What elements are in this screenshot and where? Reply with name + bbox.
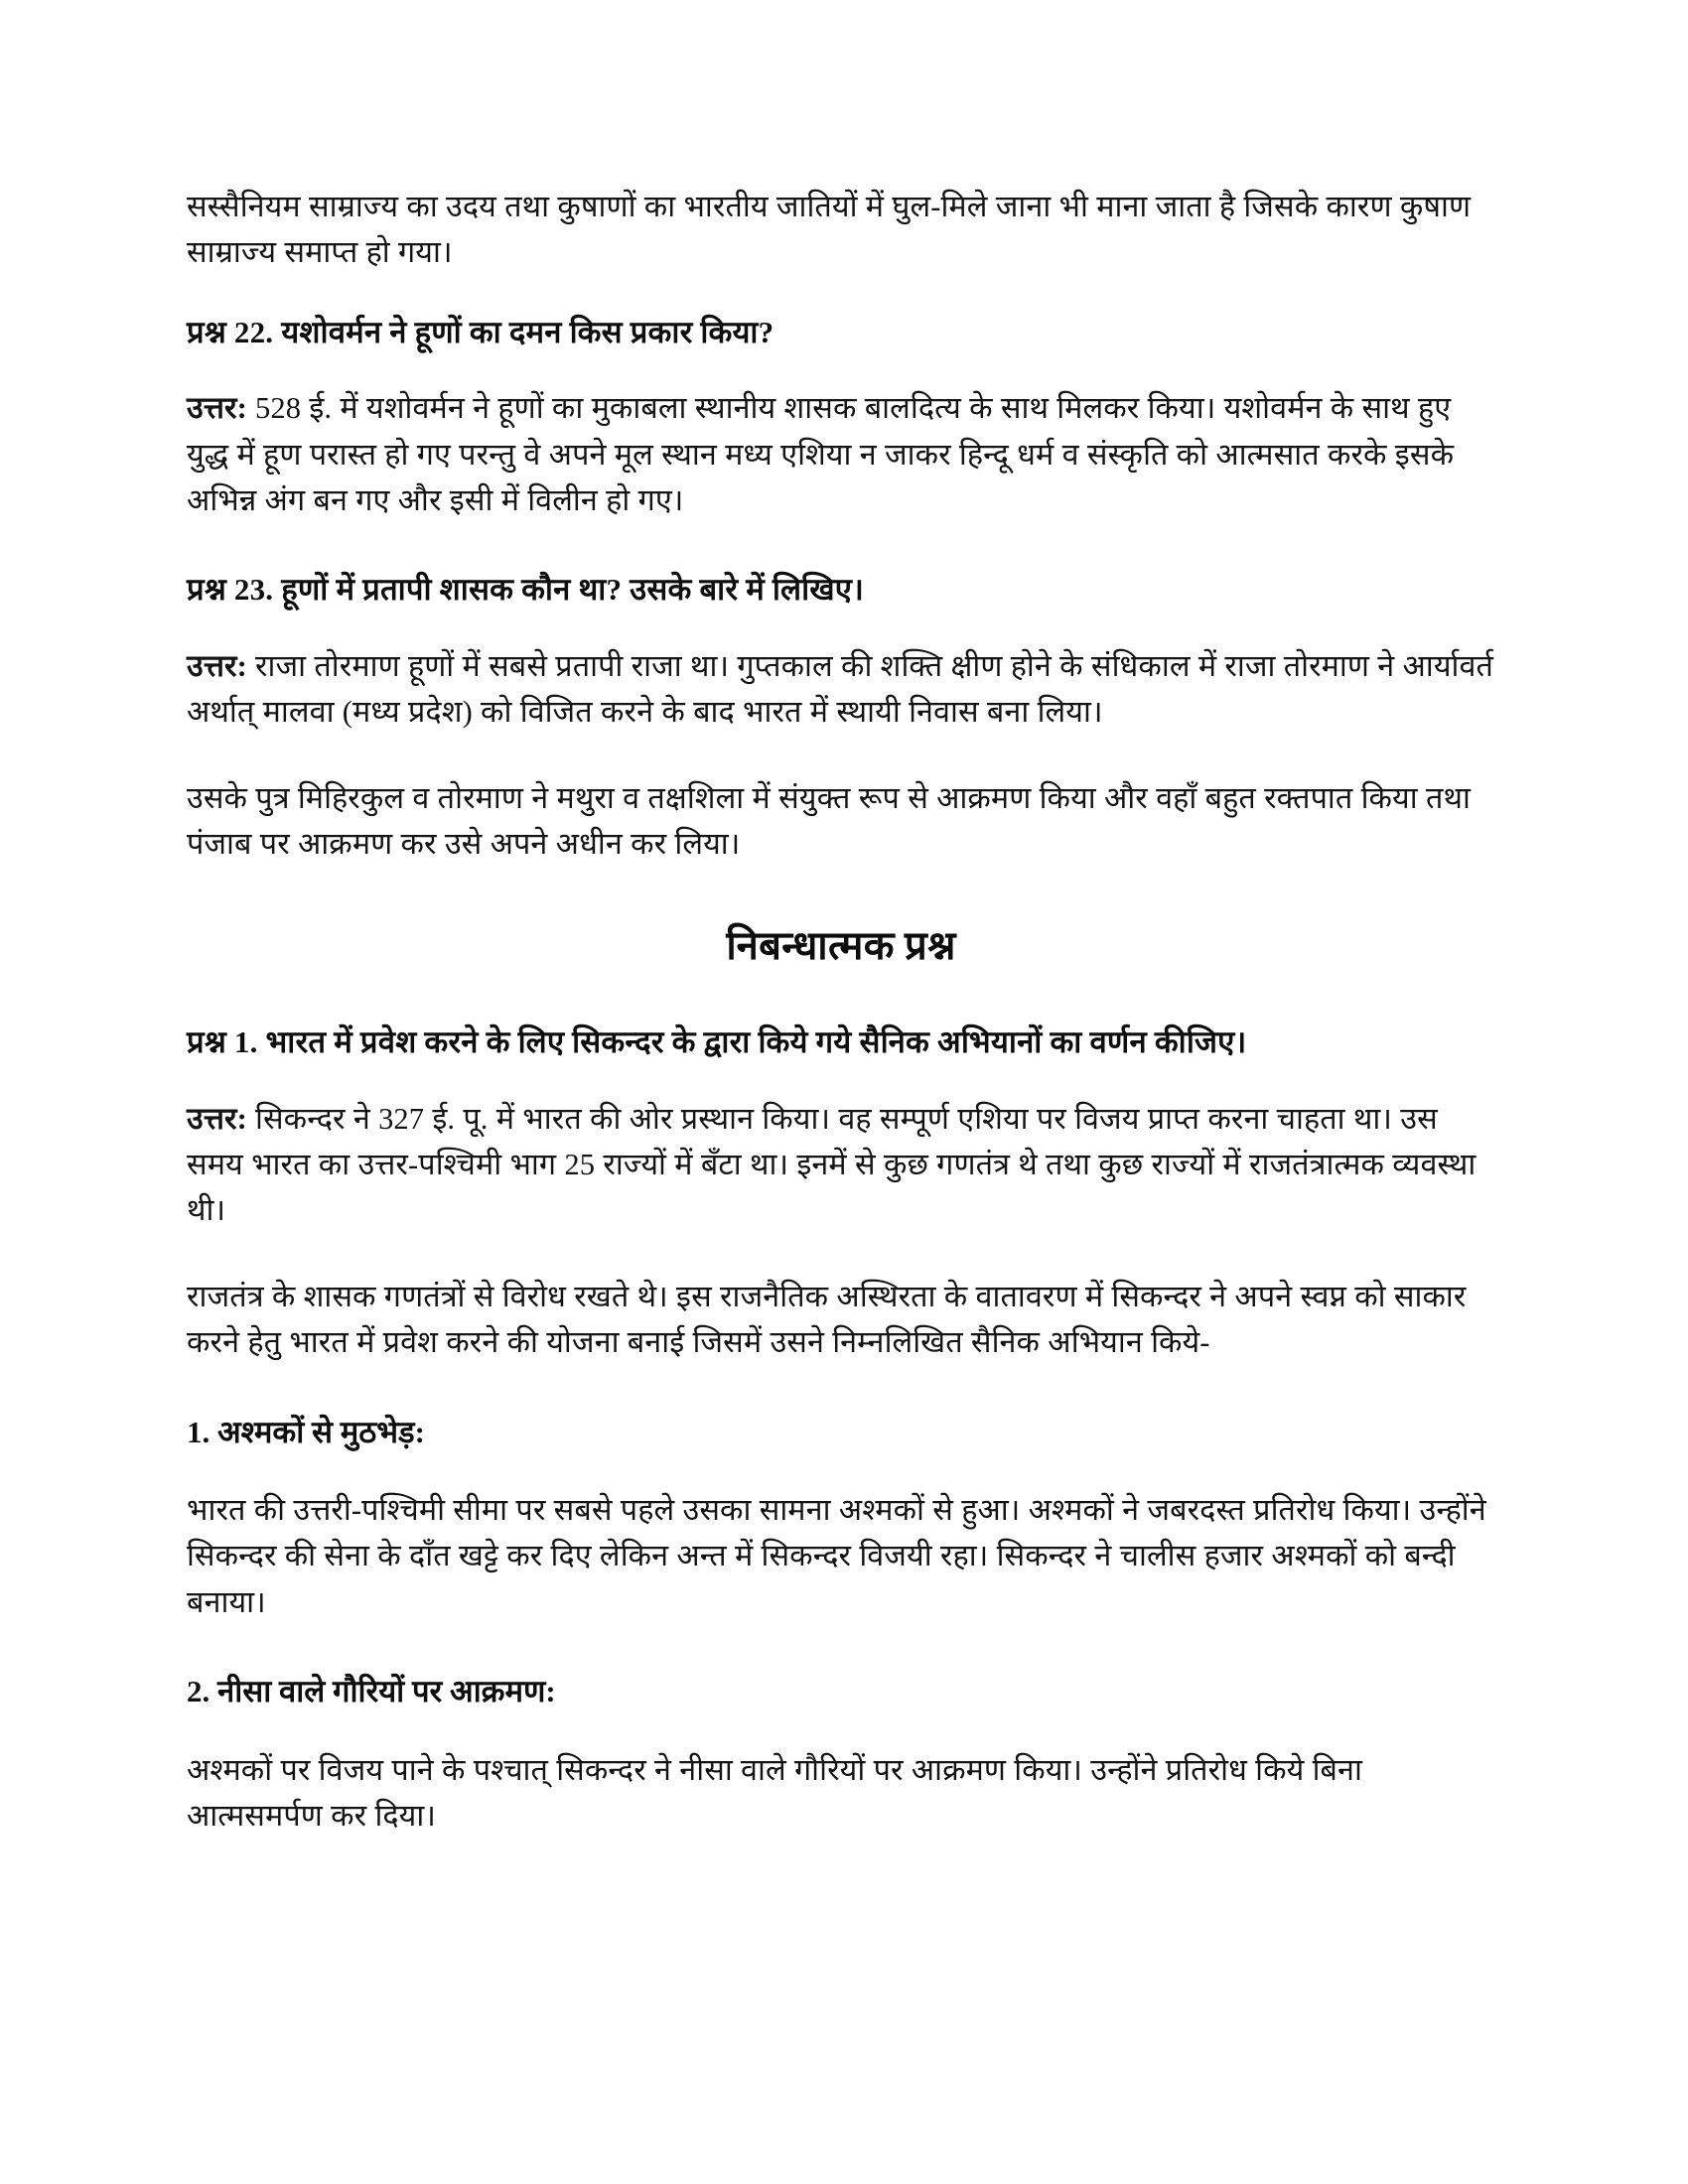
essay-answer-label-1: उत्तर: [187,1101,247,1136]
intro-paragraph: सस्सैनियम साम्राज्य का उदय तथा कुषाणों का भारतीय जातियों में घुल-मिले जाना भी माना जाता है जिसके कारण कुषाण साम्राज्य समाप्त हो गया। [187,190,1472,270]
sub-heading-1-body-paragraph: भारत की उत्तरी-पश्चिमी सीमा पर सबसे पहले उसका सामना अश्मकों से हुआ। अश्मकों ने जबरदस्त प्रतिरोध किया। उन्होंने सिकन्दर की सेना के दाँत खट्टे कर दिए लेकिन अन्त में सिकन्दर विजयी रहा। सिकन्दर ने चालीस हजार अश्मकों को बन्दी बनाया। [187,1493,1486,1619]
sub-heading-1: 1. अश्मकों से मुठभेड़: [187,1414,425,1449]
answer-text-22: 528 ई. में यशोवर्मन ने हूणों का मुकाबला स्थानीय शासक बालदित्य के साथ मिलकर किया। यशोवर्मन के साथ हुए युद्ध में हूण परास्त हो गए परन्तु वे अपने मूल स्थान मध्य एशिया न जाकर हिन्दू धर्म व संस्कृति को आत्मसात करके इसके अभिन्न अंग बन गए और इसी में विलीन हो गए। [187,391,1455,517]
sub-heading-2: 2. नीसा वाले गौरियों पर आक्रमण: [187,1674,556,1709]
essay-section-title: निबन्धात्मक प्रश्न [726,923,956,969]
question-heading-23: प्रश्न 23. हूणों में प्रतापी शासक कौन था? उसके बारे में लिखिए। [187,572,865,608]
essay-answer-text-1: सिकन्दर ने 327 ई. पू. में भारत की ओर प्रस्थान किया। वह सम्पूर्ण एशिया पर विजय प्राप्त करना चाहता था। उस समय भारत का उत्तर-पश्चिमी भाग 25 राज्यों में बँटा था। इनमें से कुछ गणतंत्र थे तथा कुछ राज्यों में राजतंत्रात्मक व्यवस्था थी। [187,1101,1477,1228]
answer-label-22: उत्तर: [187,391,247,426]
answer-text-23: राजा तोरमाण हूणों में सबसे प्रतापी राजा था। गुप्तकाल की शक्ति क्षीण होने के संधिकाल में राजा तोरमाण ने आर्यावर्त अर्थात् मालवा (मध्य प्रदेश) को विजित करने के बाद भारत में स्थायी निवास बना लिया। [187,648,1494,730]
question-heading-22: प्रश्न 22. यशोवर्मन ने हूणों का दमन किस प्रकार किया? [187,314,774,349]
answer-paragraph-22 [187,385,1495,523]
document-content-column [187,184,1495,1839]
sub-heading-2-body-paragraph: अश्मकों पर विजय पाने के पश्चात् सिकन्दर ने नीसा वाले गौरियों पर आक्रमण किया। उन्होंने प्रतिरोध किये बिना आत्मसमर्पण कर दिया। [187,1752,1362,1833]
essay-question-heading-1: प्रश्न 1. भारत में प्रवेश करने के लिए सिकन्दर के द्वारा किये गये सैनिक अभियानों का वर्णन कीजिए। [187,1024,1247,1060]
answer-label-23: उत्तर: [187,648,247,683]
answer-23-continued-paragraph: उसके पुत्र मिहिरकुल व तोरमाण ने मथुरा व तक्षशिला में संयुक्त रूप से आक्रमण किया और वहाँ बहुत रक्तपात किया तथा पंजाब पर आक्रमण कर उसे अपने अधीन कर लिया। [187,780,1471,861]
answer-paragraph-23 [187,643,1495,736]
essay-answer-1-continued-paragraph: राजतंत्र के शासक गणतंत्रों से विरोध रखते थे। इस राजनैतिक अस्थिरता के वातावरण में सिकन्दर ने अपने स्वप्न को साकार करने हेतु भारत में प्रवेश करने की योजना बनाई जिसमें उसने निम्नलिखित सैनिक अभियान किये- [187,1279,1467,1360]
essay-answer-paragraph-1 [187,1096,1495,1234]
